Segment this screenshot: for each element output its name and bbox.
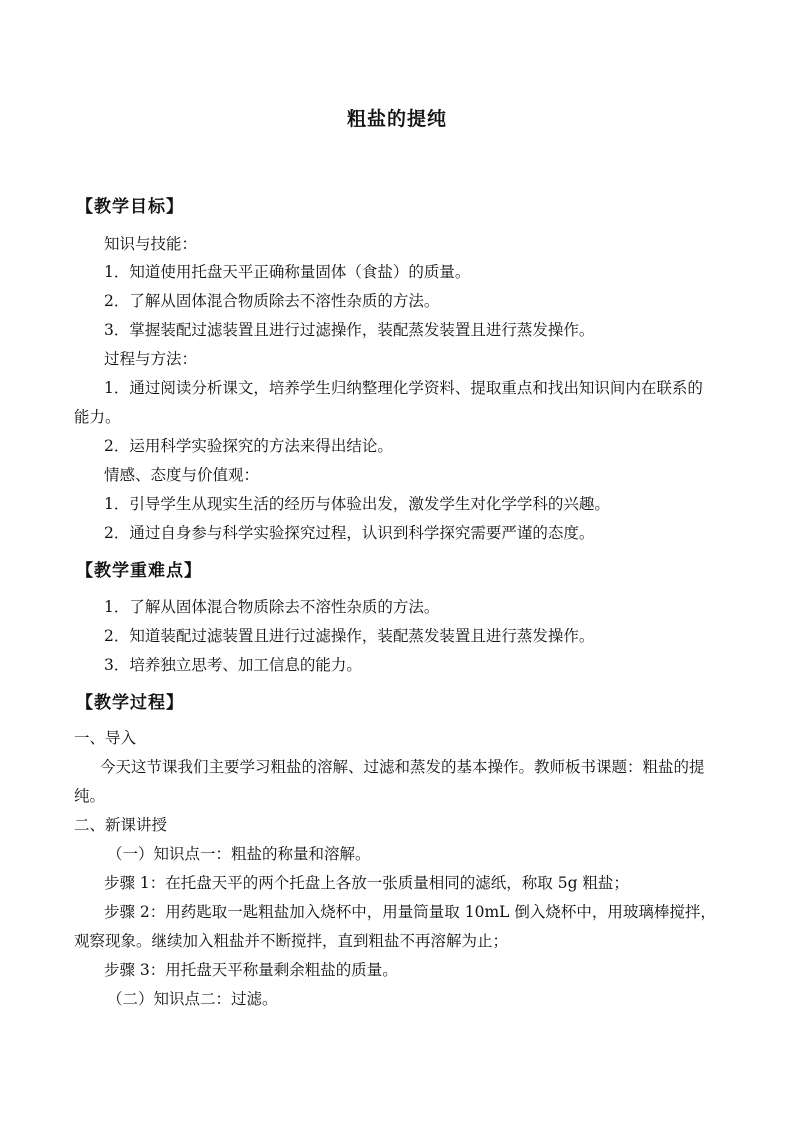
text-line: （一）知识点一：粗盐的称量和溶解。	[107, 845, 371, 863]
text-line: 步骤 3：用托盘天平称量剩余粗盐的质量。	[104, 961, 398, 979]
text-line: 1．通过阅读分析课文，培养学生归纳整理化学资料、提取重点和找出知识间内在联系的	[104, 379, 703, 397]
text-line: 1．知道使用托盘天平正确称量固体（食盐）的质量。	[104, 263, 471, 281]
text-line: 一、导入	[74, 729, 137, 747]
text-line: 3．掌握装配过滤装置且进行过滤操作，装配蒸发装置且进行蒸发操作。	[104, 321, 595, 339]
text-line: 过程与方法：	[104, 350, 198, 368]
section-heading-goals: 【教学目标】	[76, 197, 184, 217]
text-line: 1．了解从固体混合物质除去不溶性杂质的方法。	[104, 598, 440, 616]
document-title: 粗盐的提纯	[346, 108, 447, 130]
text-line: 步骤 2：用药匙取一匙粗盐加入烧杯中，用量筒量取 10mL 倒入烧杯中，用玻璃棒搅拌，	[104, 903, 716, 921]
text-line: 观察现象。继续加入粗盐并不断搅拌，直到粗盐不再溶解为止；	[74, 932, 509, 950]
text-line: 纯。	[74, 787, 106, 805]
text-line: 1．引导学生从现实生活的经历与体验出发，激发学生对化学学科的兴趣。	[104, 495, 610, 513]
text-line: 二、新课讲授	[74, 816, 168, 834]
text-line: 2．运用科学实验探究的方法来得出结论。	[104, 437, 393, 455]
section-heading-keypoints: 【教学重难点】	[76, 561, 202, 581]
text-line: 2．了解从固体混合物质除去不溶性杂质的方法。	[104, 292, 440, 310]
text-line: 情感、态度与价值观：	[104, 466, 260, 484]
text-line: 3．培养独立思考、加工信息的能力。	[104, 656, 362, 674]
text-line: 今天这节课我们主要学习粗盐的溶解、过滤和蒸发的基本操作。教师板书课题：粗盐的提	[100, 758, 705, 776]
text-line: 2．知道装配过滤装置且进行过滤操作，装配蒸发装置且进行蒸发操作。	[104, 627, 595, 645]
text-line: 步骤 1：在托盘天平的两个托盘上各放一张质量相同的滤纸，称取 5g 粗盐；	[104, 874, 629, 892]
text-line: 能力。	[74, 408, 121, 426]
text-line: （二）知识点二：过滤。	[107, 990, 278, 1008]
section-heading-process: 【教学过程】	[76, 693, 184, 713]
text-line: 2．通过自身参与科学实验探究过程，认识到科学探究需要严谨的态度。	[104, 524, 595, 542]
text-line: 知识与技能：	[104, 235, 198, 253]
